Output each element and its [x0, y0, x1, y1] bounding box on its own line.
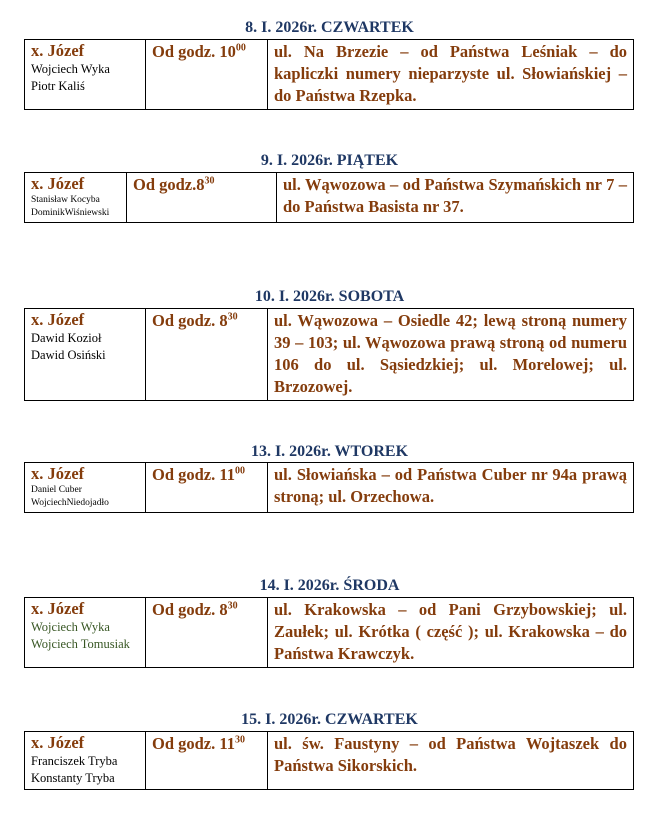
- day-heading: 10. I. 2026r. SOBOTA: [254, 288, 405, 305]
- helper-name: Dawid Kozioł: [31, 331, 102, 345]
- helper-name: Konstanty Tryba: [31, 771, 115, 785]
- route-cell: ul. Słowiańska – od Państwa Cuber nr 94a prawą stroną; ul. Orzechowa.: [268, 463, 634, 513]
- start-time: Od godz.8: [133, 175, 205, 194]
- visit-table: [24, 39, 634, 110]
- table-row: [25, 309, 634, 401]
- table-row: [25, 463, 634, 513]
- start-time-minutes: 30: [234, 734, 245, 746]
- priest-name: x. Józef: [31, 733, 85, 752]
- start-time: Od godz. 11: [152, 465, 235, 484]
- visit-table: [24, 172, 634, 223]
- time-cell: [146, 463, 268, 513]
- route-cell: ul. Wąwozowa – Osiedle 42; lewą stroną numery 39 – 103; ul. Wąwozowa prawą stroną od numeru 106 do ul. Sąsiedzkiej; ul. Morelowej; ul. Brzozowej.: [268, 309, 634, 401]
- day-heading: 14. I. 2026r. ŚRODA: [259, 577, 400, 594]
- helper-name: Dawid Osiński: [31, 348, 106, 362]
- time-cell: [127, 173, 277, 223]
- helper-name: Franciszek Tryba: [31, 754, 118, 768]
- helper-name: Wojciech Wyka: [31, 62, 110, 76]
- route-cell: ul. Krakowska – od Pani Grzybowskiej; ul. Zaułek; ul. Krótka ( część ); ul. Krakowska – do Państwa Krawczyk.: [268, 598, 634, 668]
- time-cell: [146, 309, 268, 401]
- clergy-cell: [25, 463, 146, 513]
- helper-name: DominikWiśniewski: [31, 208, 110, 218]
- helper-name: Wojciech Tomusiak: [31, 637, 130, 651]
- route-cell: ul. św. Faustyny – od Państwa Wojtaszek do Państwa Sikorskich.: [268, 732, 634, 790]
- day-heading: 8. I. 2026r. CZWARTEK: [245, 19, 414, 36]
- time-cell: [146, 40, 268, 110]
- helper-name: Wojciech Wyka: [31, 620, 110, 634]
- helper-name: Piotr Kaliś: [31, 79, 85, 93]
- priest-name: x. Józef: [31, 174, 85, 193]
- start-time-minutes: 30: [227, 311, 238, 323]
- priest-name: x. Józef: [31, 464, 85, 483]
- table-row: [25, 732, 634, 790]
- clergy-cell: [25, 732, 146, 790]
- start-time: Od godz. 8: [152, 311, 228, 330]
- clergy-cell: [25, 40, 146, 110]
- clergy-cell: [25, 309, 146, 401]
- visit-table: [24, 462, 634, 513]
- clergy-cell: [25, 598, 146, 668]
- priest-name: x. Józef: [31, 599, 85, 618]
- start-time-minutes: 00: [234, 465, 245, 477]
- priest-name: x. Józef: [31, 41, 85, 60]
- visit-table: [24, 731, 634, 790]
- start-time-minutes: 30: [227, 600, 238, 612]
- start-time-minutes: 00: [235, 42, 246, 54]
- visit-table: [24, 597, 634, 668]
- time-cell: [146, 598, 268, 668]
- clergy-cell: [25, 173, 127, 223]
- day-heading: 13. I. 2026r. WTOREK: [250, 443, 409, 460]
- day-heading: 15. I. 2026r. CZWARTEK: [241, 711, 418, 728]
- table-row: [25, 173, 634, 223]
- start-time-minutes: 30: [204, 175, 215, 187]
- table-row: [25, 40, 634, 110]
- table-row: [25, 598, 634, 668]
- route-cell: ul. Wąwozowa – od Państwa Szymańskich nr 7 – do Państwa Basista nr 37.: [277, 173, 634, 223]
- visit-table: [24, 308, 634, 401]
- day-heading: 9. I. 2026r. PIĄTEK: [260, 152, 399, 169]
- start-time: Od godz. 10: [152, 42, 236, 61]
- start-time: Od godz. 11: [152, 734, 235, 753]
- time-cell: [146, 732, 268, 790]
- route-cell: ul. Na Brzezie – od Państwa Leśniak – do kapliczki numery nieparzyste ul. Słowiańskiej – do Państwa Rzepka.: [268, 40, 634, 110]
- start-time: Od godz. 8: [152, 600, 228, 619]
- helper-name: Stanisław Kocyba: [31, 195, 100, 205]
- priest-name: x. Józef: [31, 310, 85, 329]
- helper-name: Daniel Cuber: [31, 485, 82, 495]
- helper-name: WojciechNiedojadło: [31, 498, 109, 508]
